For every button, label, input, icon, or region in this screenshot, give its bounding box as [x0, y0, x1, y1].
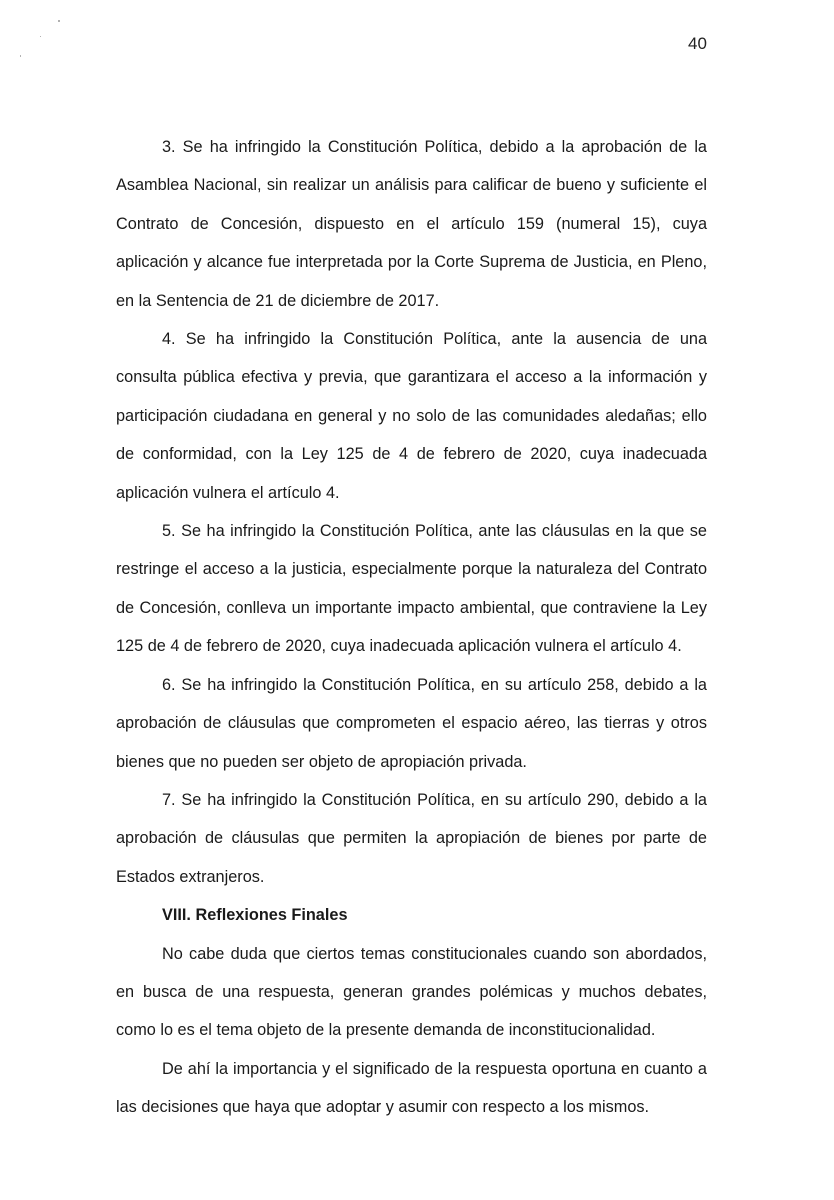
scan-speck	[20, 55, 21, 57]
scan-speck	[58, 20, 60, 22]
closing-paragraph: No cabe duda que ciertos temas constitucionales cuando son abordados, en busca de una respuesta, generan grandes polémicas y muchos debates, como lo es el tema objeto de la presente demanda de inconstitucionalidad.	[116, 944, 707, 1040]
paragraph-item-7: 7. Se ha infringido la Constitución Política, en su artículo 290, debido a la aprobación de cláusulas que permiten la apropiación de bienes por parte de Estados extranjeros.	[116, 790, 707, 886]
paragraph-item-6: 6. Se ha infringido la Constitución Política, en su artículo 258, debido a la aprobación de cláusulas que comprometen el espacio aéreo, las tierras y otros bienes que no pueden ser objeto de apropiación privada.	[116, 675, 707, 771]
paragraph-item-4: 4. Se ha infringido la Constitución Política, ante la ausencia de una consulta pública efectiva y previa, que garantizara el acceso a la información y participación ciudadana en general y no solo de las comunidades aledañas; ello de conformidad, con la Ley 125 de 4 de febrero de 2020, cuya inadecuada aplicación vulnera el artículo 4.	[116, 330, 707, 502]
scan-speck	[40, 36, 41, 37]
paragraph-item-3: 3. Se ha infringido la Constitución Política, debido a la aprobación de la Asamblea Nacional, sin realizar un análisis para calificar de bueno y suficiente el Contrato de Concesión, dispuesto en el artículo 159 (numeral 15), cuya aplicación y alcance fue interpretada por la Corte Suprema de Justicia, en Pleno, en la Sentencia de 21 de diciembre de 2017.	[116, 138, 707, 310]
page-number: 40	[688, 34, 707, 53]
paragraph-item-5: 5. Se ha infringido la Constitución Política, ante las cláusulas en la que se restringe el acceso a la justicia, especialmente porque la naturaleza del Contrato de Concesión, conlleva un importante impacto ambiental, que contraviene la Ley 125 de 4 de febrero de 2020, cuya inadecuada aplicación vulnera el artículo 4.	[116, 522, 707, 656]
document-body	[116, 128, 707, 1127]
closing-paragraph: De ahí la importancia y el significado de la respuesta oportuna en cuanto a las decisiones que haya que adoptar y asumir con respecto a los mismos.	[116, 1059, 707, 1117]
section-heading: VIII. Reflexiones Finales	[162, 906, 348, 925]
